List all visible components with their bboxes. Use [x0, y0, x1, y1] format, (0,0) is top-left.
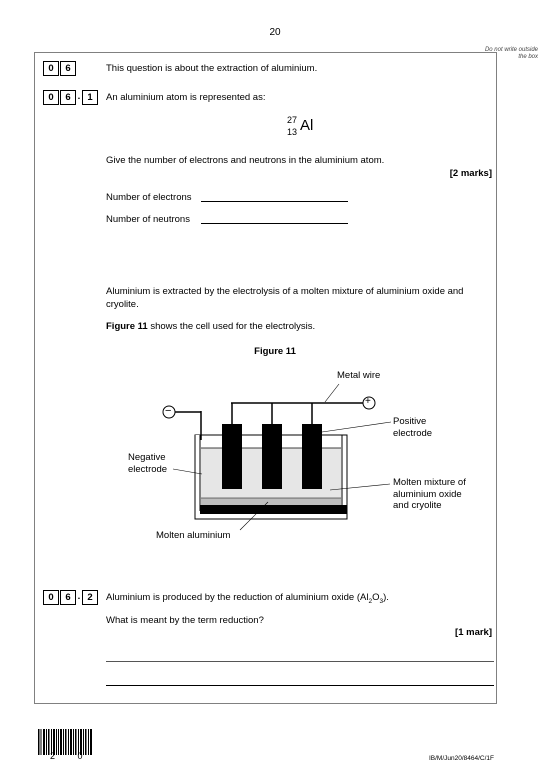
stem-text: Aluminium is produced by the reduction of aluminium oxide (Al [106, 592, 369, 603]
qnum-dot: . [77, 591, 81, 602]
subscript: 2 [368, 597, 373, 605]
figure-reference-bold: Figure 11 [106, 321, 148, 332]
label-metal-wire: Metal wire [337, 370, 381, 381]
margin-note: Do not write outside the box [484, 47, 538, 60]
question-06-stem: This question is about the extraction of aluminium. [106, 63, 318, 74]
positive-electrode [222, 424, 242, 489]
figure-reference-rest: shows the cell used for the electrolysis. [147, 321, 316, 332]
label-line: Negative [128, 452, 166, 463]
question-number-06-2 [43, 590, 99, 605]
leader-positive-electrode [322, 422, 391, 432]
label-molten-mixture [393, 477, 466, 512]
negative-sign: − [165, 405, 172, 417]
question-06-1-intro: An aluminium atom is represented as: [106, 92, 266, 103]
qnum-digit: 0 [43, 590, 59, 605]
label-positive-electrode [393, 416, 432, 440]
answer-line[interactable] [106, 685, 494, 686]
label-line: and cryolite [393, 500, 442, 511]
marks-06-1: [2 marks] [449, 168, 492, 179]
footer-code: IB/M/Jun20/8464/C/1F [428, 755, 494, 762]
answer-line[interactable] [106, 661, 494, 662]
stem-text: ). [383, 592, 389, 603]
molten-aluminium-layer [201, 498, 341, 505]
stem-text: O [372, 592, 380, 603]
positive-sign: + [365, 396, 371, 407]
positive-electrode [302, 424, 322, 489]
question-06-2-stem [106, 591, 389, 608]
element-symbol: Al [300, 117, 314, 134]
label-line: aluminium oxide [393, 488, 462, 500]
label-line: electrode [393, 428, 433, 439]
label-negative-electrode [128, 452, 167, 476]
qnum-digit: 1 [82, 90, 98, 105]
qnum-digit: 6 [60, 90, 76, 105]
qnum-digit: 2 [82, 590, 98, 605]
negative-electrode-lining [195, 505, 347, 514]
label-line: electrode [128, 464, 168, 475]
figure-title: Figure 11 [254, 346, 296, 357]
question-06-1-prompt: Give the number of electrons and neutrons in the aluminium atom. [106, 155, 385, 166]
page-number: 20 [269, 27, 281, 38]
neutrons-label: Number of neutrons [106, 214, 190, 225]
label-line: Positive [393, 416, 427, 427]
electrons-label: Number of electrons [106, 192, 192, 203]
context-paragraph: Aluminium is extracted by the electrolysis of a molten mixture of aluminium oxide and cryolite. [106, 286, 464, 310]
barcode-digits: 2 0 [50, 751, 93, 761]
qnum-digit: 0 [43, 61, 59, 76]
label-molten-aluminium: Molten aluminium [156, 530, 231, 541]
mass-number: 27 [287, 115, 298, 125]
qnum-digit: 6 [60, 590, 76, 605]
question-06-2-prompt: What is meant by the term reduction? [106, 615, 264, 626]
subscript: 3 [379, 597, 384, 605]
positive-electrode [262, 424, 282, 489]
marks-06-2: [1 mark] [455, 627, 492, 638]
leader-metal-wire [325, 384, 339, 402]
qnum-dot: . [77, 91, 81, 102]
atomic-number: 13 [287, 127, 298, 137]
qnum-digit: 0 [43, 90, 59, 105]
label-line: Molten mixture of [393, 477, 466, 488]
qnum-digit: 6 [60, 61, 76, 76]
